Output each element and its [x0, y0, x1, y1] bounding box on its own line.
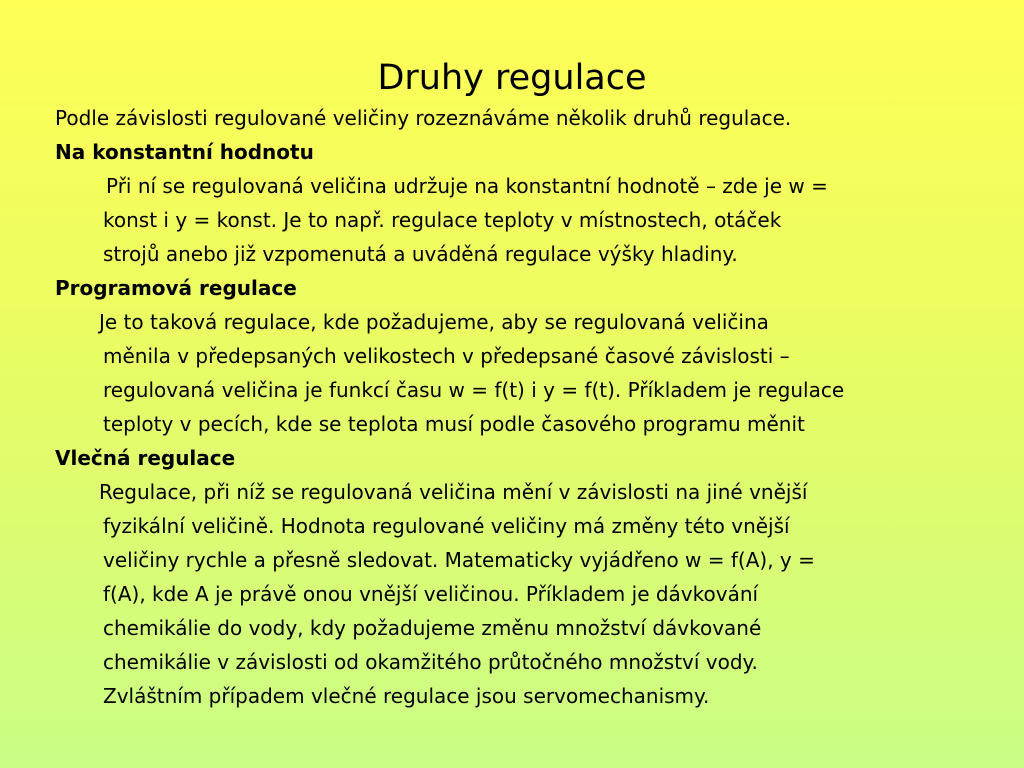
text-line: strojů anebo již vzpomenutá a uváděná regulace výšky hladiny. — [103, 242, 738, 266]
text-line: měnila v předepsaných velikostech v předepsané časové závislosti – — [103, 344, 790, 368]
text-line: Regulace, při níž se regulovaná veličina mění v závislosti na jiné vnější — [99, 480, 808, 504]
text-line: chemikálie v závislosti od okamžitého průtočného množství vody. — [103, 650, 758, 674]
section-heading-tracking: Vlečná regulace — [55, 446, 236, 470]
section-text-tracking — [55, 475, 945, 713]
slide-content — [55, 101, 945, 713]
text-line: Je to taková regulace, kde požadujeme, aby se regulovaná veličina — [99, 310, 769, 334]
section-heading-constant: Na konstantní hodnotu — [55, 140, 314, 164]
section-heading-program: Programová regulace — [55, 276, 297, 300]
intro-text: Podle závislosti regulované veličiny rozeznáváme několik druhů regulace. — [55, 106, 792, 130]
text-line: fyzikální veličině. Hodnota regulované veličiny má změny této vnější — [103, 514, 790, 538]
text-line: chemikálie do vody, kdy požadujeme změnu množství dávkované — [103, 616, 762, 640]
text-line: f(A), kde A je právě onou vnější veličinou. Příkladem je dávkování — [103, 582, 759, 606]
text-line: konst i y = konst. Je to např. regulace teploty v místnostech, otáček — [103, 208, 782, 232]
section-text-constant — [55, 169, 945, 271]
text-line: veličiny rychle a přesně sledovat. Matematicky vyjádřeno w = f(A), y = — [103, 548, 815, 572]
slide-title: Druhy regulace — [377, 58, 647, 98]
section-text-program — [55, 305, 945, 441]
text-line: teploty v pecích, kde se teplota musí podle časového programu měnit — [103, 412, 805, 436]
text-line: Zvláštním případem vlečné regulace jsou servomechanismy. — [103, 684, 710, 708]
text-line: Při ní se regulovaná veličina udržuje na konstantní hodnotě – zde je w = — [106, 174, 828, 198]
text-line: regulovaná veličina je funkcí času w = f(t) i y = f(t). Příkladem je regulace — [103, 378, 845, 402]
